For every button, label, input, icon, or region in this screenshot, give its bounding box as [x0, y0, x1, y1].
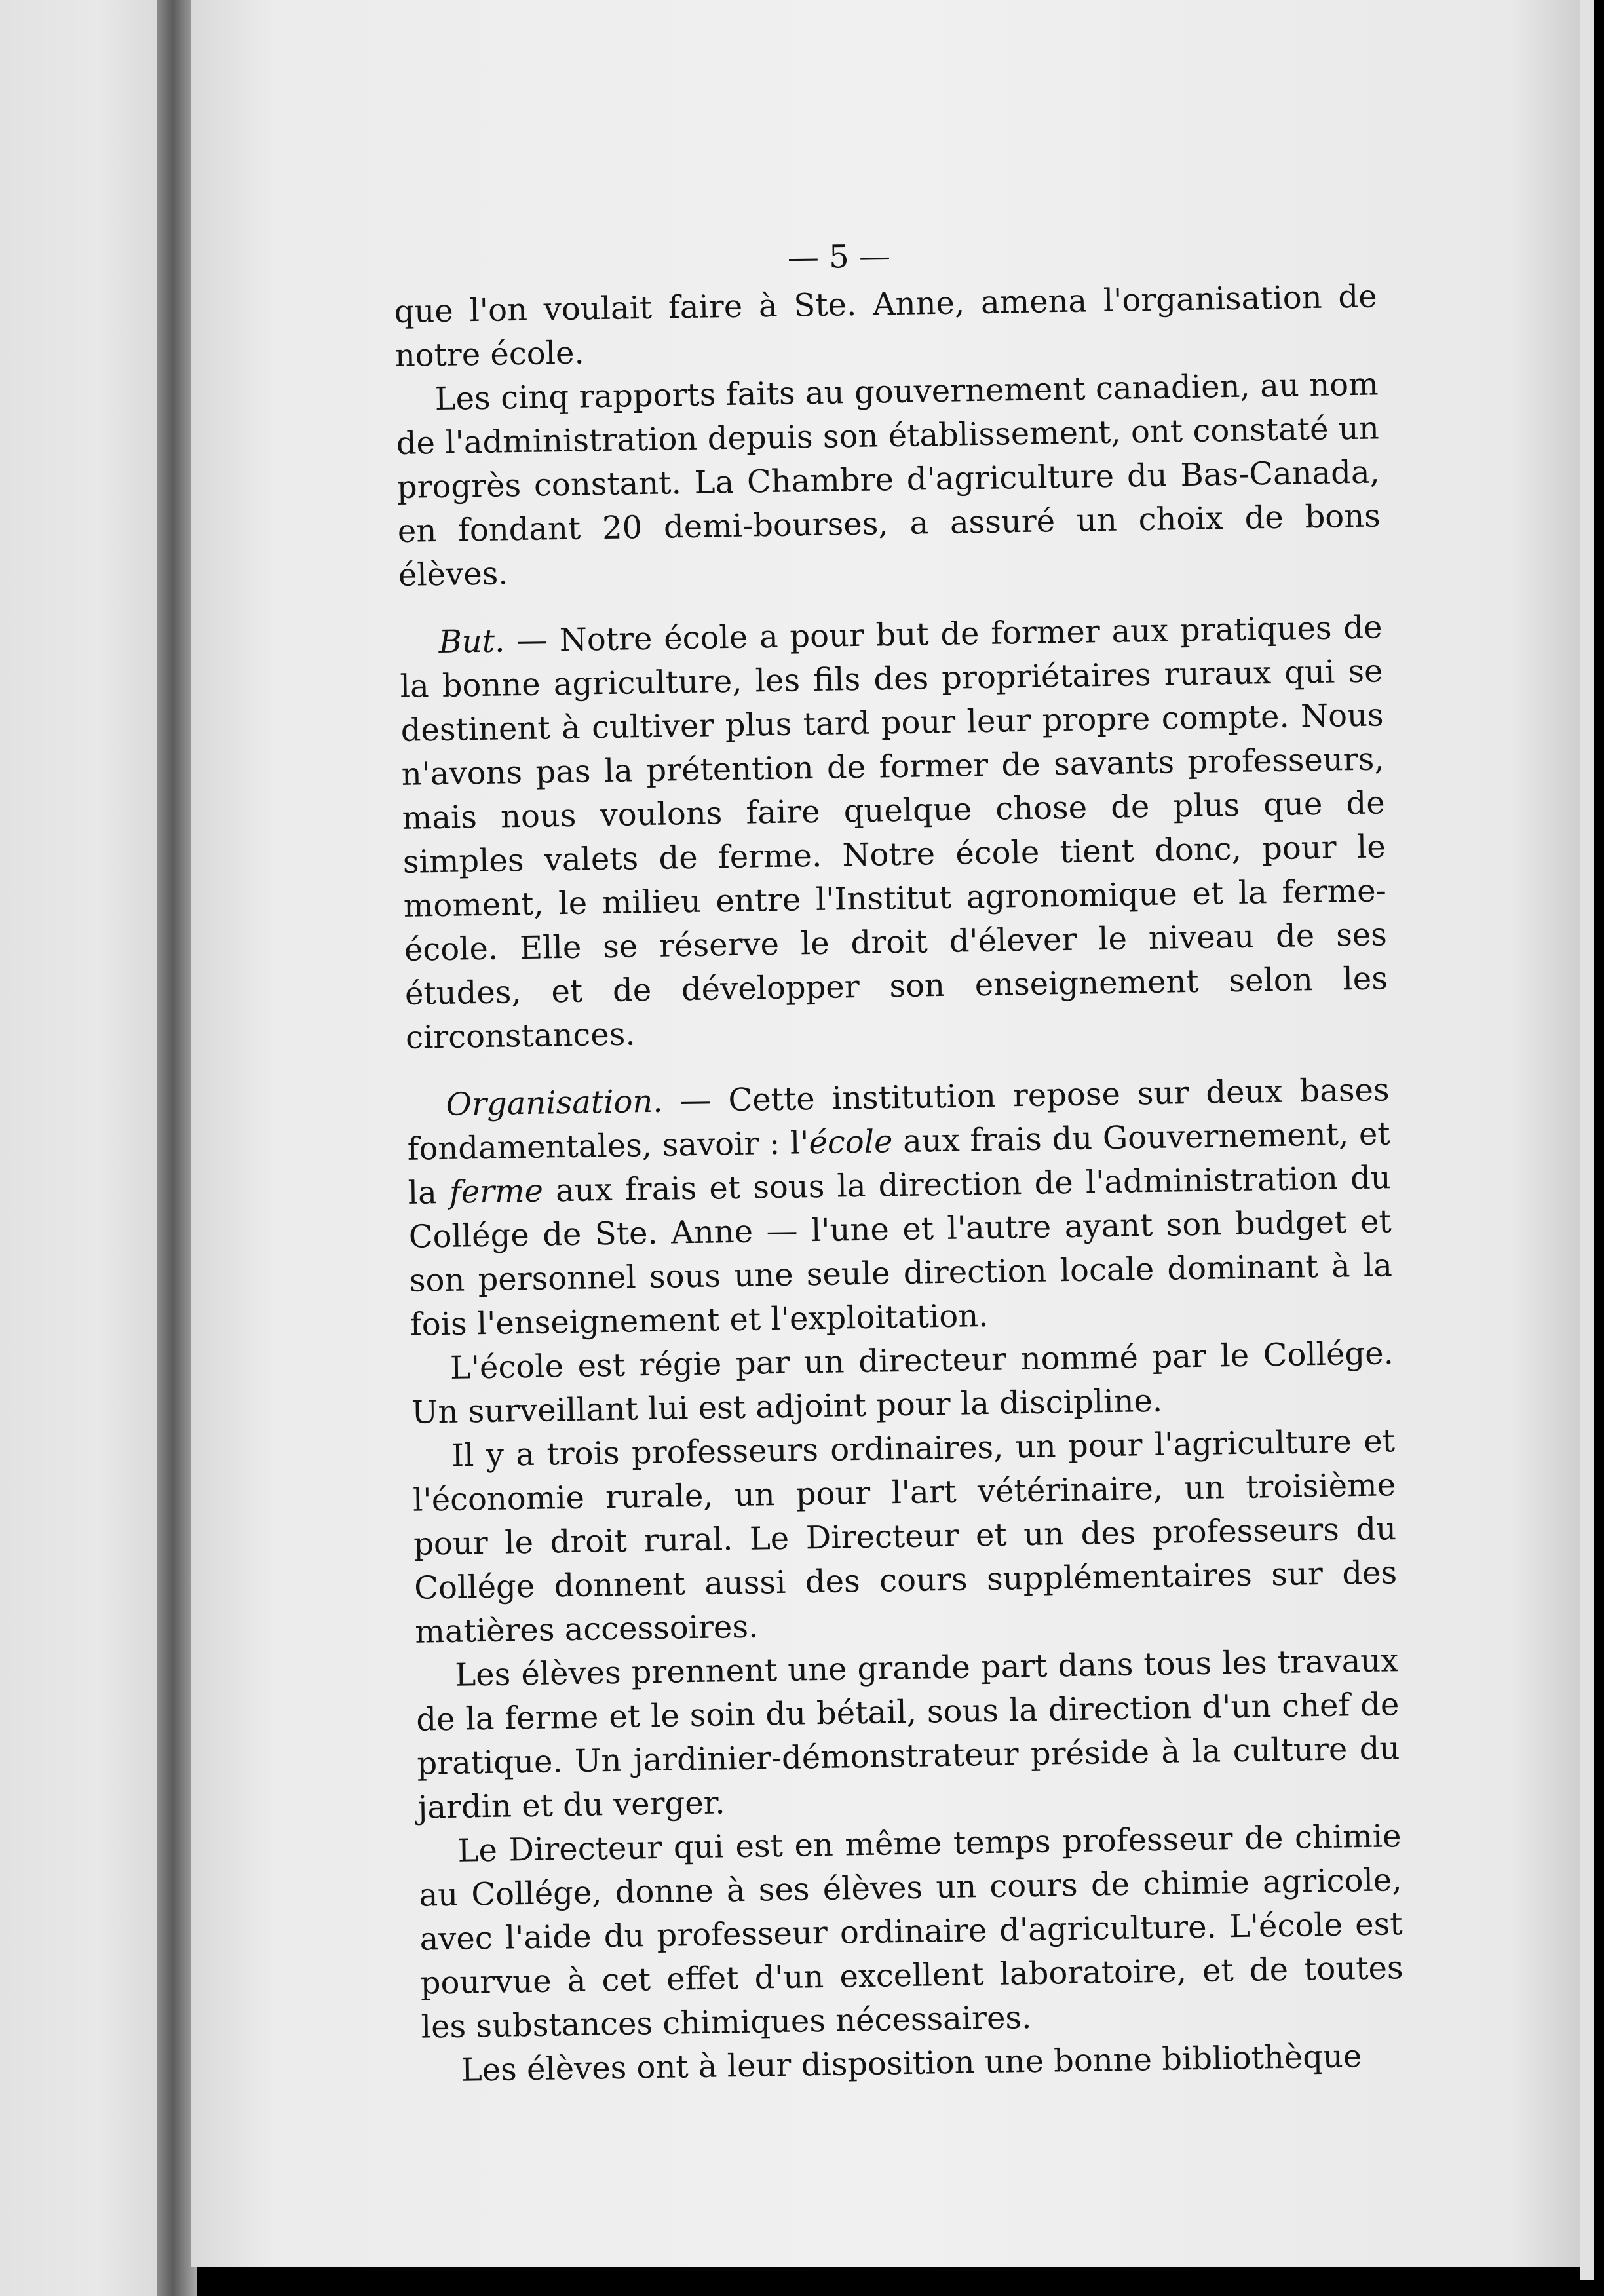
page-text	[393, 227, 1405, 2093]
page-number: — 5 —	[787, 238, 891, 277]
book-gutter	[157, 0, 197, 2296]
paragraph-directeur	[410, 1331, 1394, 1435]
paragraph-continuation	[394, 275, 1378, 378]
page-edge	[1580, 0, 1594, 2280]
paragraph-text: Les élèves ont à leur disposition une bonne bibliothèque	[461, 2038, 1362, 2089]
paragraph-text: — Cette institution repose sur deux bases fondamentales, savoir : l'	[407, 1071, 1390, 1168]
section-label: But.	[438, 622, 505, 660]
paragraph-professeurs	[412, 1419, 1398, 1655]
paragraph-text: — Notre école a pour but de former aux pratiques de la bonne agriculture, les fils des propriétaires ruraux qui se destinent à cultiver plus tard pour leur propre compte. Nous n'avons pas la prétention de former de savants professeurs, mais nous voulons faire quelque chose de plus que de simples valets de ferme. Notre école tient donc, pour le moment, le milieu entre l'Institut agronomique et la ferme-école. Elle se réserve le droit d'élever le niveau de ses études, et de développer son enseignement selon les circonstances.	[400, 609, 1388, 1056]
paragraph-text: que l'on voulait faire à Ste. Anne, amena l'organisation de notre école.	[394, 278, 1377, 374]
paragraph-text: L'école est régie par un directeur nommé par le Collége. Un surveillant lui est adjoint pour la discipline.	[411, 1335, 1394, 1431]
paragraph-text: aux frais et sous la direction de l'administration du Collége de Ste. Anne — l'une et l'autre ayant son budget et son personnel sous une seule direction locale dominant à la fois l'enseignement et l'exploitation.	[408, 1159, 1393, 1343]
left-page-margin	[0, 0, 164, 2296]
paragraph-text: Les élèves prennent une grande part dans tous les travaux de la ferme et le soin du bétail, sous la direction d'un chef de pratique. Un jardinier-démonstrateur préside à la culture du jardin et du verger.	[415, 1642, 1400, 1826]
section-label: Organisation.	[446, 1082, 663, 1123]
paragraph-text: aux frais du Gouvernement, et la	[408, 1115, 1390, 1212]
paragraph-text: Le Directeur qui est en même temps professeur de chimie au Collége, donne à ses élèves un cours de chimie agricole, avec l'aide du professeur ordinaire d'agriculture. L'école est pourvue à cet effet d'un excellent laboratoire, et de toutes les substances chimiques nécessaires.	[419, 1818, 1404, 2046]
paragraph-but	[399, 605, 1388, 1060]
paragraph-reports	[395, 362, 1381, 598]
emphasis-ferme: ferme	[449, 1172, 544, 1211]
paragraph-text: Les cinq rapports faits au gouvernement canadien, au nom de l'administration depuis son établissement, ont constaté un progrès constant. La Chambre d'agriculture du Bas-Canada, en fondant 20 demi-bourses, a assuré un choix de bons élèves.	[396, 366, 1381, 594]
paragraph-organisation	[406, 1068, 1393, 1347]
paragraph-chimie	[418, 1814, 1404, 2050]
paragraph-eleves-travaux	[415, 1639, 1401, 1830]
paragraph-text: Il y a trois professeurs ordinaires, un pour l'agriculture et l'économie rurale, un pour l'art vétérinaire, un troisième pour le droit rural. Le Directeur et un des professeurs du Collége donnent aussi des cours supplémentaires sur des matières accessoires.	[412, 1423, 1398, 1651]
emphasis-ecole: école	[809, 1123, 893, 1162]
